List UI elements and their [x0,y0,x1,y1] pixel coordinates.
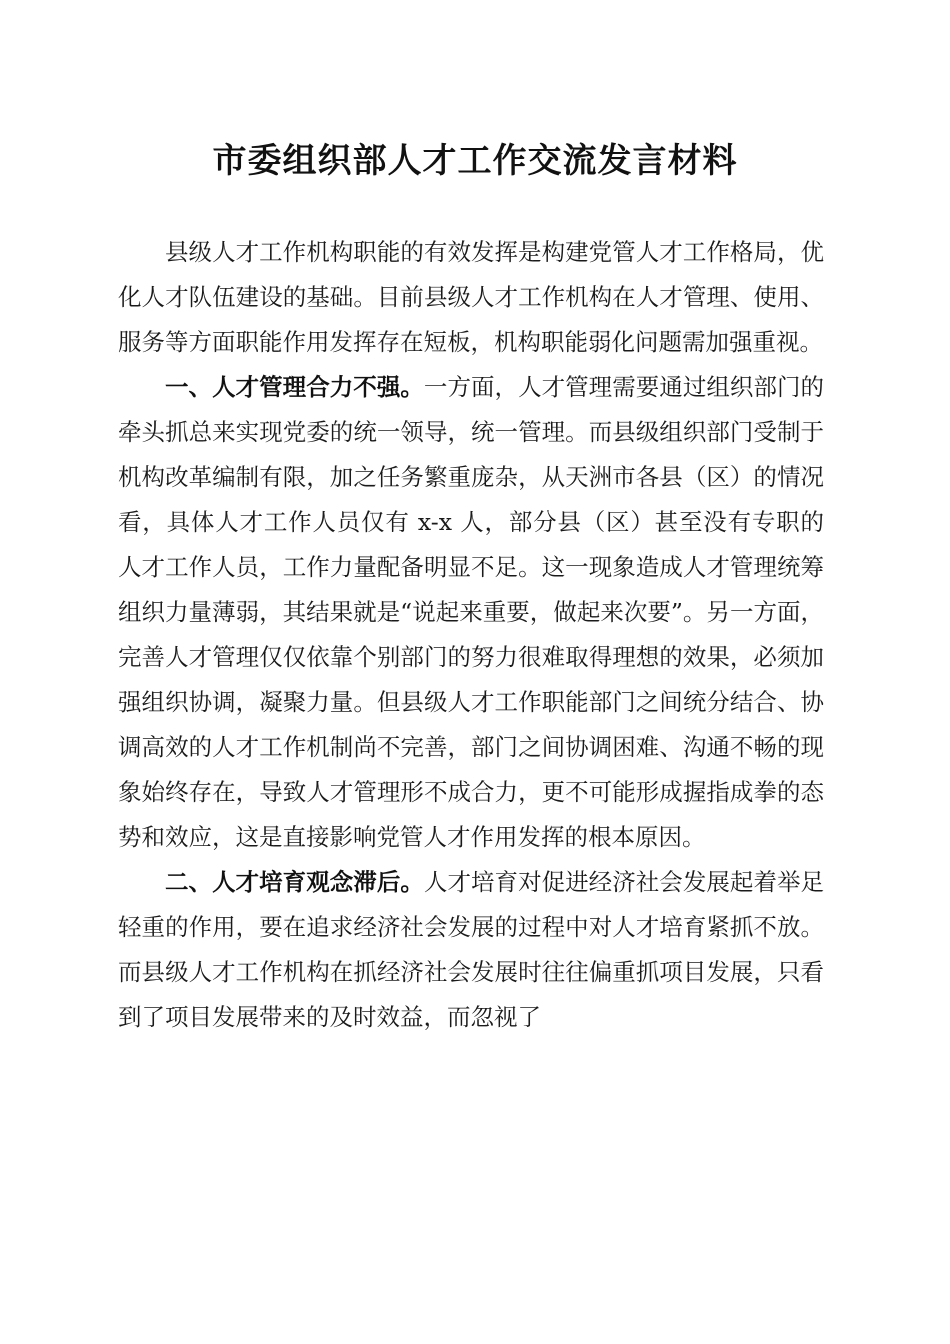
section-1-paragraph [118,365,824,860]
section-1-heading: 一、人才管理合力不强。 [165,373,424,401]
section-2-heading: 二、人才培育观念滞后。 [165,868,424,896]
section-2-text: 人才培育对促进经济社会发展起着举足轻重的作用，要在追求经济社会发展的过程中对人才培育紧抓不放。而县级人才工作机构在抓经济社会发展时往往偏重抓项目发展，只看到了项目发展带来的及时效益，而忽视了 [118,868,825,1031]
document-title: 市委组织部人才工作交流发言材料 [212,141,738,181]
section-2-paragraph [118,860,824,1040]
intro-paragraph: 县级人才工作机构职能的有效发挥是构建党管人才工作格局，优化人才队伍建设的基础。目前县级人才工作机构在人才管理、使用、服务等方面职能作用发挥存在短板，机构职能弱化问题需加强重视。 [118,238,824,356]
section-1-text: 一方面，人才管理需要通过组织部门的牵头抓总来实现党委的统一领导，统一管理。而县级组织部门受制于机构改革编制有限，加之任务繁重庞杂，从天洲市各县（区）的情况看，具体人才工作人员仅有 x-x 人，部分县（区）甚至没有专职的人才工作人员，工作力量配备明显不足。这一现象造成人才管理统筹组织力量薄弱，其结果就是“说起来重要，做起来次要”。另一方面，完善人才管理仅仅依靠个别部门的努力很难取得理想的效果，必须加强组织协调，凝聚力量。但县级人才工作职能部门之间统分结合、协调高效的人才工作机制尚不完善，部门之间协调困难、沟通不畅的现象始终存在，导致人才管理形不成合力，更不可能形成握指成拳的态势和效应，这是直接影响党管人才作用发挥的根本原因。 [118,373,825,851]
document-body [118,230,824,1040]
